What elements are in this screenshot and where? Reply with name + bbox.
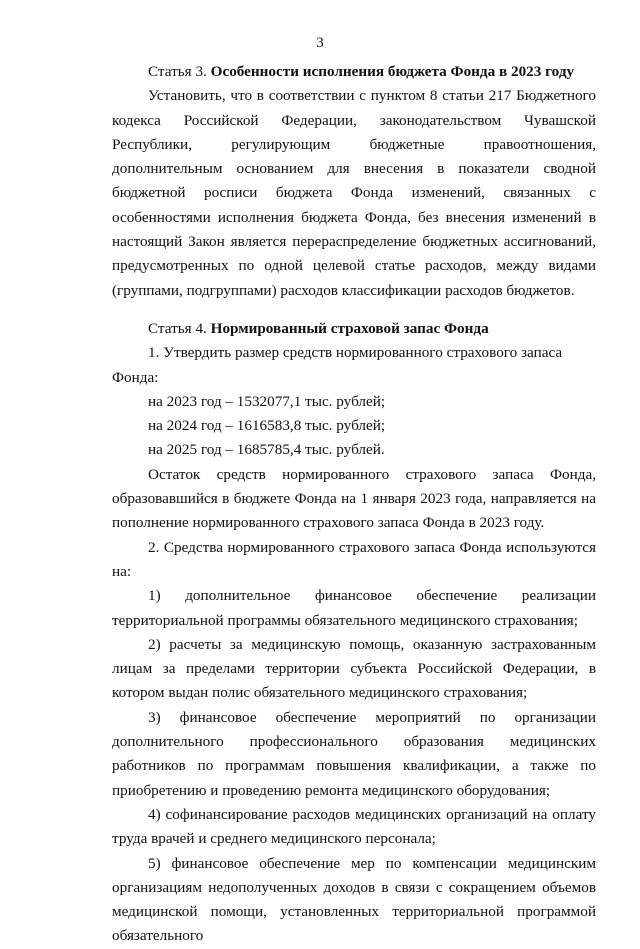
article-4-item-1-intro: 1. Утвердить размер средств нормированного страхового запаса Фонда: [112, 344, 563, 386]
document-body [112, 60, 596, 949]
year-amount-2025: на 2025 год – 1685785,4 тыс. рублей. [148, 441, 385, 459]
article-3-heading [112, 60, 596, 84]
page-number: 3 [316, 35, 324, 51]
article-3-title: Особенности исполнения бюджета Фонда в 2023 году [210, 63, 575, 80]
article-3-paragraph: Установить, что в соответствии с пунктом 8 статьи 217 Бюджетного кодекса Российской Федерации, законодательством Чувашской Республики, регулирующим бюджетные правоотношения, дополнительным основанием для внесения в показатели сводной бюджетной росписи бюджета Фонда изменений, связанных с особенностями исполнения бюджета Фонда, без внесения изменений в настоящий Закон является перераспределение бюджетных ассигнований, предусмотренных по одной целевой статье расходов, между видами (группами, подгруппами) расходов классификации расходов бюджетов. [112, 87, 596, 299]
article-4-subitem-2: 2) расчеты за медицинскую помощь, оказанную застрахованным лицам за пределами территории субъекта Российской Федерации, в котором выдан полис обязательного медицинского страхования; [112, 635, 596, 702]
section-spacer [112, 303, 596, 317]
article-4-label: Статья 4. [148, 319, 207, 337]
article-4-title: Нормированный страховой запас Фонда [210, 319, 489, 337]
article-4-subitem-1: 1) дополнительное финансовое обеспечение реализации территориальной программы обязательного медицинского страхования; [112, 587, 596, 629]
article-4-heading [112, 317, 596, 341]
article-4-subitem-5: 5) финансовое обеспечение мер по компенсации медицинским организациям недополученных доходов в связи с сокращением объемов медицинской помощи, установленных территориальной программой обязательного [112, 854, 596, 945]
article-4-remainder-paragraph: Остаток средств нормированного страхового запаса Фонда, образовавшийся в бюджете Фонда на 1 января 2023 года, направляется на пополнение нормированного страхового запаса Фонда в 2023 году. [112, 465, 596, 532]
year-amount-2023: на 2023 год – 1532077,1 тыс. рублей; [148, 392, 386, 410]
article-4-subitem-4: 4) софинансирование расходов медицинских организаций на оплату труда врачей и среднего медицинского персонала; [112, 805, 596, 848]
article-4-item-2-intro: 2. Средства нормированного страхового запаса Фонда используются на: [112, 538, 596, 580]
year-amount-2024: на 2024 год – 1616583,8 тыс. рублей; [148, 417, 386, 435]
article-3-label: Статья 3. [148, 63, 207, 80]
article-4-subitem-3: 3) финансовое обеспечение мероприятий по организации дополнительного профессионального образования медицинских работников по программам повышения квалификации, а также по приобретению и проведению ремонта медицинского оборудования; [112, 708, 596, 799]
